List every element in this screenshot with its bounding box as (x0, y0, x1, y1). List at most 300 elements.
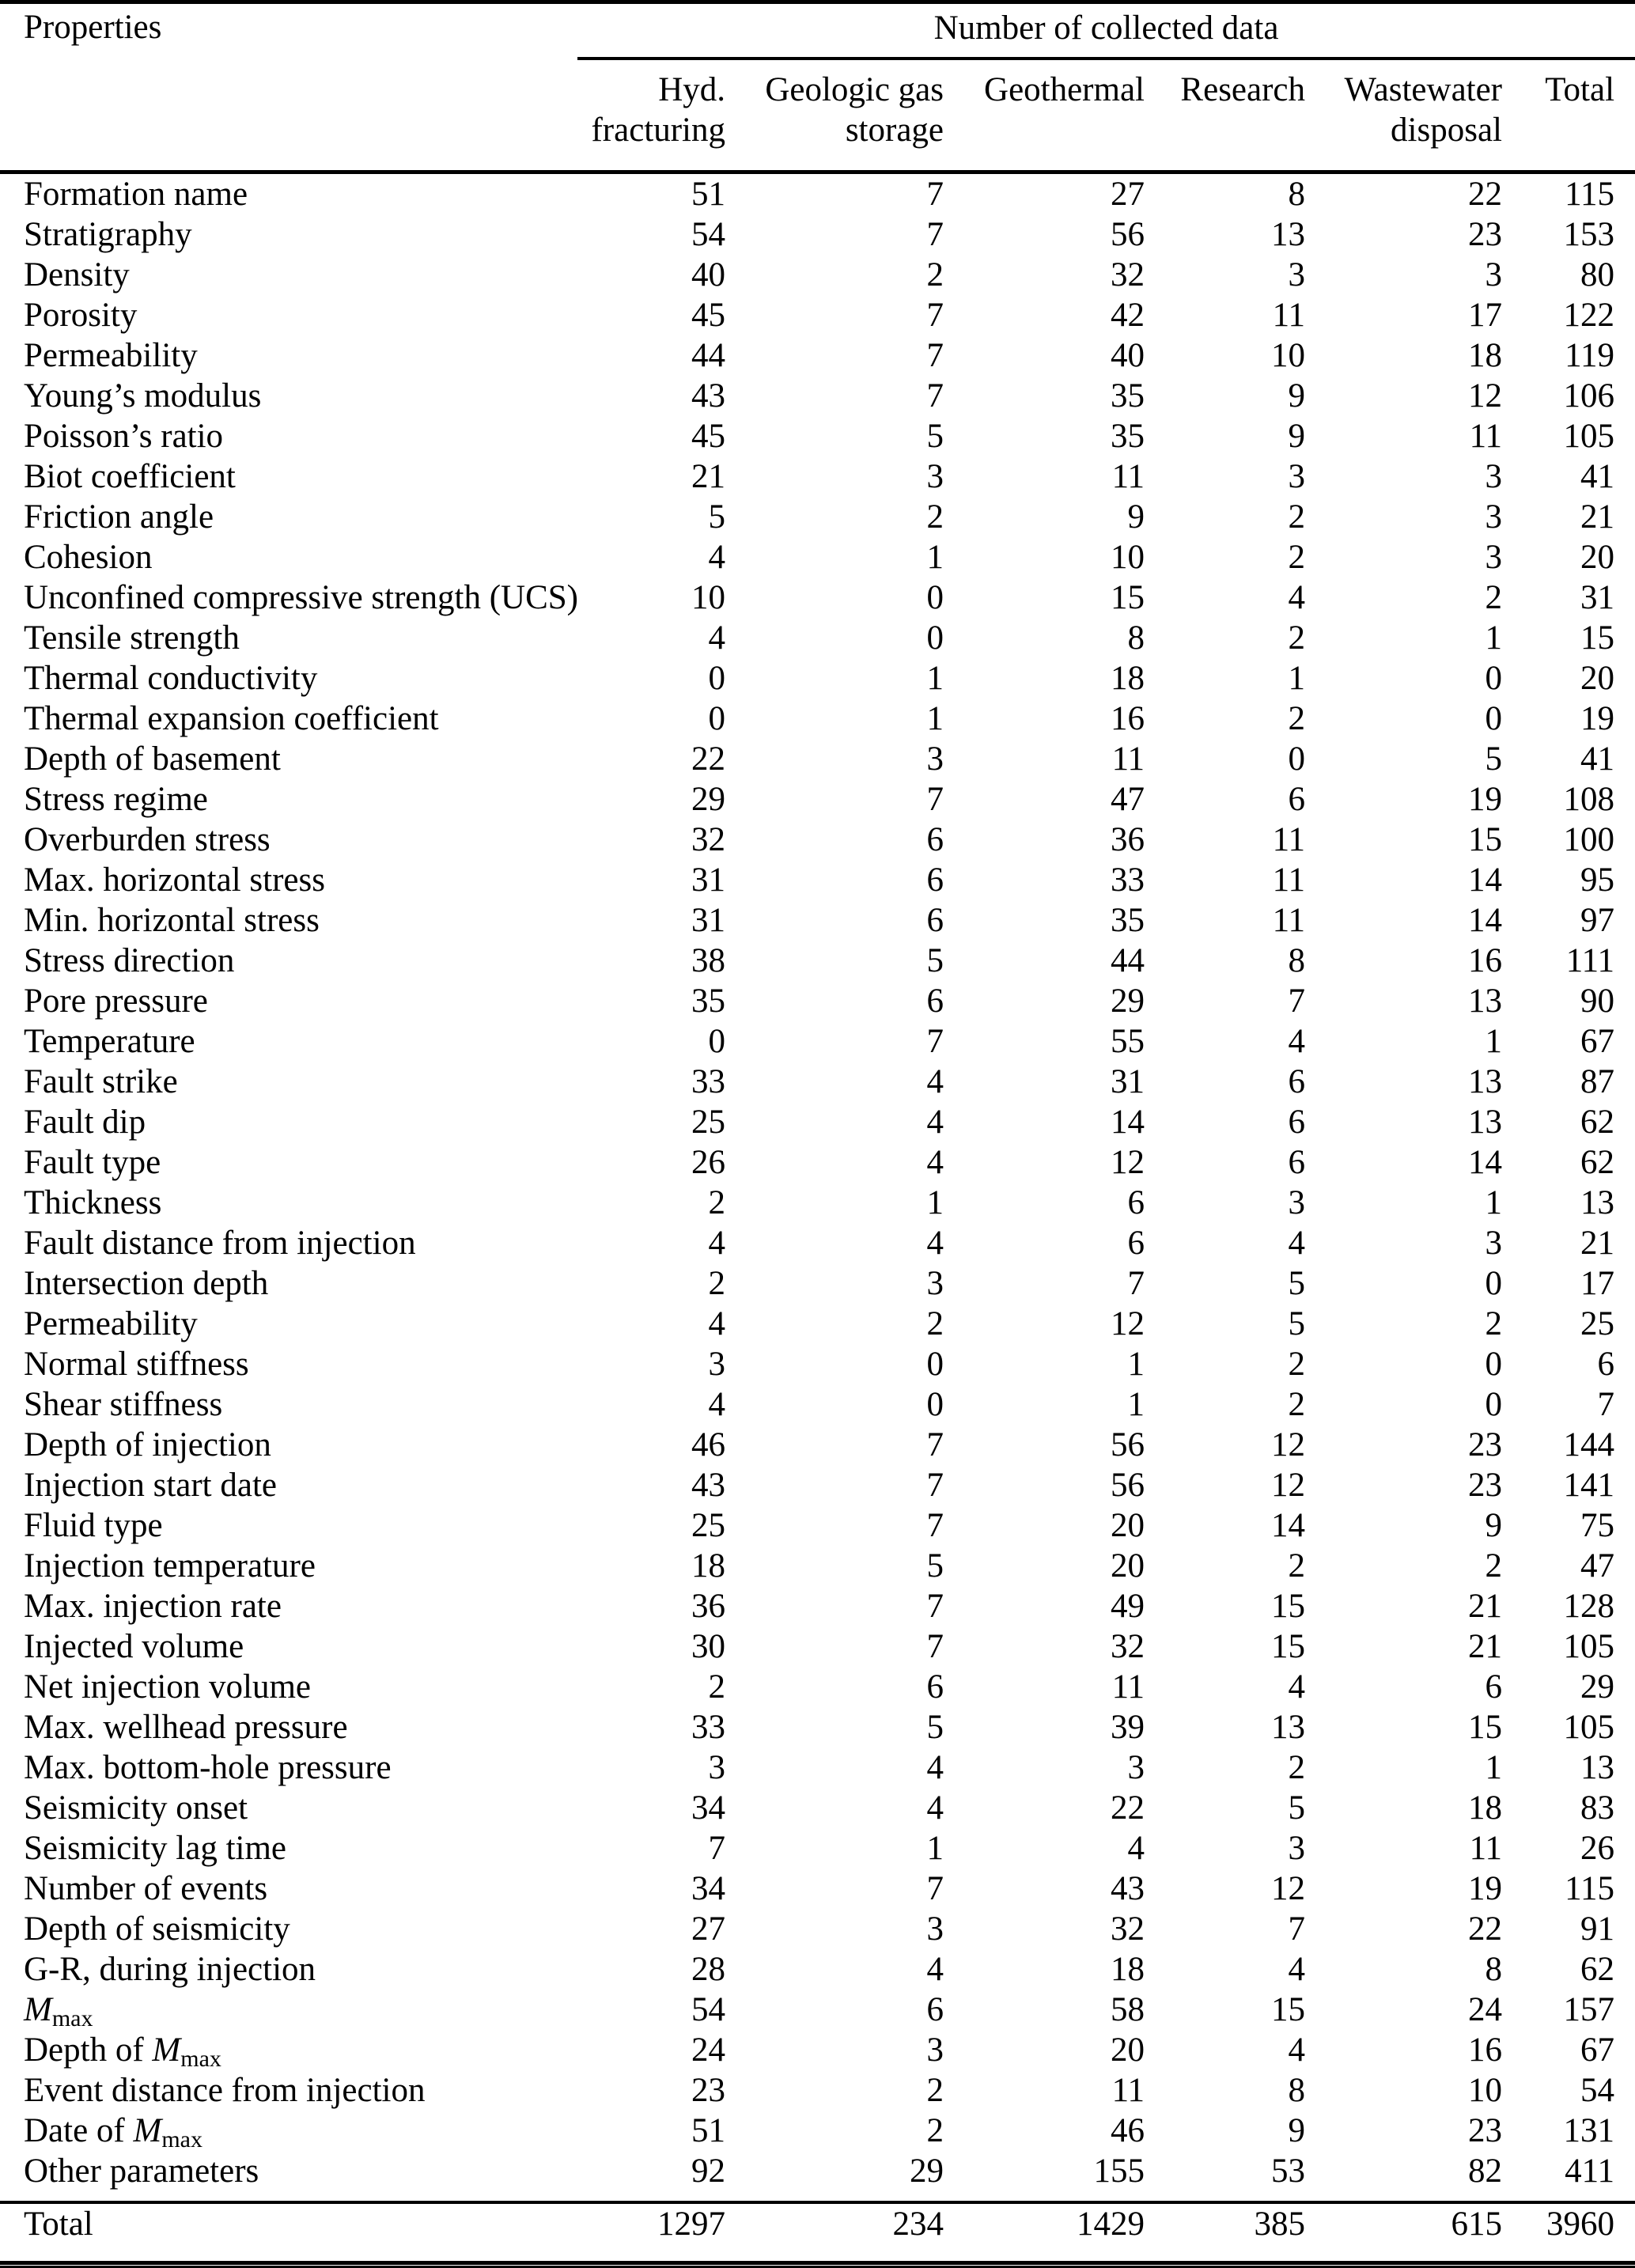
cell-value: 6 (1597, 1346, 1615, 1383)
cell-value: 1 (926, 700, 944, 737)
cell-value: 46 (691, 1426, 725, 1463)
cell-value: 75 (1580, 1507, 1615, 1544)
cell-value: 41 (1580, 740, 1615, 778)
cell-value: 13 (1468, 1063, 1502, 1100)
cell-value: 18 (691, 1547, 725, 1585)
table-row (0, 1747, 1635, 1788)
cell-value: 1 (926, 539, 944, 576)
cell-value: 13 (1468, 1104, 1502, 1141)
row-label: Friction angle (24, 498, 214, 536)
cell-value: 42 (1111, 297, 1145, 334)
cell-value: 3 (1485, 458, 1502, 495)
cell-value: 26 (691, 1144, 725, 1181)
table-row (0, 577, 1635, 618)
cell-value: 12 (1468, 377, 1502, 415)
cell-value: 0 (926, 1346, 944, 1383)
row-label: Depth of $M_{max}$ (24, 2031, 221, 2072)
table-row (0, 1263, 1635, 1304)
cell-value: 62 (1580, 1144, 1615, 1181)
cell-value: 10 (1468, 2072, 1502, 2109)
column-header (1309, 60, 1506, 172)
cell-value: 3 (1288, 1830, 1305, 1867)
cell-value: 43 (1111, 1870, 1145, 1907)
cell-value: 6 (1485, 1668, 1502, 1706)
cell-value: 5 (1485, 740, 1502, 778)
cell-value: 385 (1149, 2202, 1309, 2244)
cell-value: 9 (1288, 377, 1305, 415)
table-row (0, 172, 1635, 215)
row-label: Overburden stress (24, 821, 271, 858)
cell-value: 144 (1563, 1426, 1615, 1463)
table-row (0, 537, 1635, 577)
cell-value: 32 (1111, 256, 1145, 293)
total-section (0, 2191, 1635, 2244)
cell-value: 615 (1309, 2202, 1506, 2244)
cell-value: 7 (926, 337, 944, 374)
cell-value: 4 (708, 1386, 725, 1423)
cell-value: 12 (1271, 1426, 1305, 1463)
row-label: Fault dip (24, 1104, 146, 1141)
row-label (0, 1990, 577, 2030)
cell-value: 23 (1468, 216, 1502, 253)
cell-value: 22 (691, 740, 725, 778)
cell-value: 2 (1288, 539, 1305, 576)
cell-value: 7 (926, 216, 944, 253)
spacer-cell (0, 2191, 1635, 2202)
cell-value: 29 (910, 2153, 944, 2190)
cell-value: 25 (1580, 1305, 1615, 1342)
cell-value: 56 (1111, 216, 1145, 253)
table-row (0, 1667, 1635, 1707)
cell-value: 34 (691, 1870, 725, 1907)
cell-value: 35 (1111, 377, 1145, 415)
cell-value: 13 (1271, 1709, 1305, 1746)
cell-value: 39 (1111, 1709, 1145, 1746)
table-row (0, 335, 1635, 376)
cell-value: 21 (1468, 1628, 1502, 1665)
cell-value: 4 (1288, 1225, 1305, 1262)
cell-value: 6 (926, 861, 944, 899)
cell-value: 0 (926, 619, 944, 657)
cell-value: 11 (1111, 2072, 1145, 2109)
table-row (0, 456, 1635, 497)
cell-value: 4 (926, 1104, 944, 1141)
cell-value: 32 (691, 821, 725, 858)
cell-value: 35 (691, 983, 725, 1020)
cell-value: 11 (1111, 1668, 1145, 1706)
cell-value: 2 (708, 1265, 725, 1302)
table-row (0, 699, 1635, 739)
row-label: Formation name (24, 176, 248, 213)
cell-value: 12 (1111, 1144, 1145, 1181)
cell-value: 1429 (948, 2202, 1149, 2244)
table-row (0, 295, 1635, 335)
cell-value: 8 (1288, 2072, 1305, 2109)
cell-value: 24 (1468, 1991, 1502, 2028)
cell-value: 31 (691, 861, 725, 899)
cell-value: 12 (1111, 1305, 1145, 1342)
cell-value: 0 (1485, 700, 1502, 737)
cell-value: 30 (691, 1628, 725, 1665)
row-label: Pore pressure (24, 983, 208, 1020)
cell-value: 0 (1485, 1346, 1502, 1383)
table-row (0, 255, 1635, 295)
cell-value: 2 (1288, 619, 1305, 657)
cell-value: 11 (1469, 418, 1502, 455)
cell-value: 4 (926, 1951, 944, 1988)
cell-value: 44 (691, 337, 725, 374)
row-label: Permeability (24, 1305, 198, 1342)
cell-value: 15 (1111, 579, 1145, 616)
row-label: Porosity (24, 297, 138, 334)
cell-value: 1 (1485, 619, 1502, 657)
cell-value: 2 (1288, 1386, 1305, 1423)
cell-value: 67 (1580, 2031, 1615, 2069)
cell-value: 0 (1485, 1265, 1502, 1302)
cell-value: 4 (1288, 1668, 1305, 1706)
cell-value: 100 (1563, 821, 1615, 858)
cell-value: 155 (1093, 2153, 1145, 2190)
table-row (0, 1465, 1635, 1505)
cell-value: 18 (1111, 660, 1145, 697)
cell-value: 45 (691, 418, 725, 455)
column-header-line1: Research (1180, 71, 1305, 108)
table-row (0, 1505, 1635, 1546)
cell-value: 3 (926, 740, 944, 778)
cell-value: 5 (1288, 1789, 1305, 1827)
cell-value: 105 (1563, 1709, 1615, 1746)
cell-value: 5 (708, 498, 725, 536)
row-label: Young’s modulus (24, 377, 262, 415)
cell-value: 0 (1485, 660, 1502, 697)
cell-value: 1 (1288, 660, 1305, 697)
row-label: Date of $M_{max}$ (24, 2112, 202, 2153)
table-row (0, 1183, 1635, 1223)
cell-value: 4 (1288, 2031, 1305, 2069)
bottom-rule-outer (0, 2261, 1635, 2265)
cell-value: 1 (926, 1184, 944, 1221)
cell-value: 2 (1288, 1346, 1305, 1383)
cell-value: 49 (1111, 1588, 1145, 1625)
row-label: Other parameters (24, 2153, 259, 2190)
cell-value: 13 (1468, 983, 1502, 1020)
column-header (729, 60, 948, 172)
cell-value: 8 (1288, 942, 1305, 979)
table-row (0, 214, 1635, 255)
cell-value: 14 (1111, 1104, 1145, 1141)
cell-value: 19 (1580, 700, 1615, 737)
cell-value: 6 (926, 1991, 944, 2028)
table-row (0, 1425, 1635, 1465)
cell-value: 5 (926, 942, 944, 979)
cell-value: 119 (1565, 337, 1615, 374)
cell-value: 115 (1565, 1870, 1615, 1907)
cell-value: 32 (1111, 1628, 1145, 1665)
cell-value: 9 (1485, 1507, 1502, 1544)
cell-value: 28 (691, 1951, 725, 1988)
table-row (0, 1021, 1635, 1062)
cell-value: 54 (691, 216, 725, 253)
cell-value: 115 (1565, 176, 1615, 213)
cell-value: 19 (1468, 1870, 1502, 1907)
cell-value: 1 (926, 1830, 944, 1867)
cell-value: 5 (1288, 1265, 1305, 1302)
cell-value: 11 (1272, 861, 1305, 899)
cell-value: 0 (708, 1023, 725, 1060)
table-row (0, 981, 1635, 1021)
cell-value: 54 (691, 1991, 725, 2028)
cell-value: 21 (1580, 1225, 1615, 1262)
table-row (0, 2070, 1635, 2111)
cell-value: 91 (1580, 1910, 1615, 1948)
cell-value: 5 (926, 1547, 944, 1585)
table-row (0, 900, 1635, 941)
cell-value: 3 (1288, 458, 1305, 495)
cell-value: 25 (691, 1507, 725, 1544)
column-header-line1: Hyd. (658, 71, 725, 108)
math-subscript: max (51, 2005, 93, 2031)
table-row (0, 1788, 1635, 1828)
cell-value: 20 (1580, 539, 1615, 576)
cell-value: 6 (926, 821, 944, 858)
cell-value: 1 (1485, 1184, 1502, 1221)
cell-value: 6 (1288, 1104, 1305, 1141)
cell-value: 4 (926, 1063, 944, 1100)
cell-value: 3 (1485, 498, 1502, 536)
table-row (0, 860, 1635, 900)
cell-value: 4 (1288, 1023, 1305, 1060)
cell-value: 51 (691, 176, 725, 213)
cell-value: 4 (708, 1225, 725, 1262)
cell-value: 15 (1271, 1588, 1305, 1625)
row-label: Permeability (24, 337, 198, 374)
cell-value: 3 (926, 2031, 944, 2069)
row-label: Net injection volume (24, 1668, 312, 1706)
cell-value: 1 (1485, 1749, 1502, 1786)
cell-value: 5 (926, 418, 944, 455)
cell-value: 3 (1485, 256, 1502, 293)
cell-value: 7 (926, 1023, 944, 1060)
cell-value: 18 (1111, 1951, 1145, 1988)
column-header-line1: Geothermal (984, 71, 1145, 108)
cell-value: 6 (1288, 1144, 1305, 1181)
cell-value: 5 (1288, 1305, 1305, 1342)
cell-value: 15 (1271, 1628, 1305, 1665)
row-label: Max. wellhead pressure (24, 1709, 348, 1746)
cell-value: 38 (691, 942, 725, 979)
cell-value: 58 (1111, 1991, 1145, 2028)
cell-value: 8 (1127, 619, 1145, 657)
cell-value: 29 (691, 781, 725, 818)
cell-value: 1 (1127, 1386, 1145, 1423)
table-row (0, 1142, 1635, 1183)
cell-value: 11 (1469, 1830, 1502, 1867)
group-header-cell (577, 2, 1635, 61)
math-subscript: max (180, 2046, 221, 2072)
cell-value: 67 (1580, 1023, 1615, 1060)
cell-value: 0 (708, 700, 725, 737)
cell-value: 47 (1580, 1547, 1615, 1585)
table-row (0, 1828, 1635, 1869)
cell-value: 7 (926, 1628, 944, 1665)
cell-value: 41 (1580, 458, 1615, 495)
cell-value: 56 (1111, 1467, 1145, 1504)
row-label: Shear stiffness (24, 1386, 223, 1423)
cell-value: 4 (926, 1749, 944, 1786)
cell-value: 0 (926, 579, 944, 616)
row-label: Injected volume (24, 1628, 244, 1665)
cell-value: 1 (1485, 1023, 1502, 1060)
row-label: Seismicity lag time (24, 1830, 287, 1867)
row-label: Temperature (24, 1023, 195, 1060)
row-label: Thickness (24, 1184, 162, 1221)
row-label: Fault distance from injection (24, 1225, 416, 1262)
cell-value: 7 (926, 1870, 944, 1907)
cell-value: 54 (1580, 2072, 1615, 2109)
cell-value: 16 (1111, 700, 1145, 737)
cell-value: 47 (1111, 781, 1145, 818)
cell-value: 87 (1580, 1063, 1615, 1100)
cell-value: 1 (1127, 1346, 1145, 1383)
table-row (0, 1869, 1635, 1909)
cell-value: 9 (1288, 2112, 1305, 2149)
cell-value: 2 (1485, 1305, 1502, 1342)
cell-value: 27 (691, 1910, 725, 1948)
group-header-label: Number of collected data (577, 4, 1635, 60)
cell-value: 21 (1580, 498, 1615, 536)
cell-value: 36 (1111, 821, 1145, 858)
cell-value: 92 (691, 2153, 725, 2190)
row-label: Biot coefficient (24, 458, 236, 495)
cell-value: 82 (1468, 2153, 1502, 2190)
cell-value: 7 (708, 1830, 725, 1867)
cell-value: 20 (1111, 2031, 1145, 2069)
row-label: Injection start date (24, 1467, 277, 1504)
table-header (0, 2, 1635, 172)
cell-value: 131 (1563, 2112, 1615, 2149)
cell-value: 31 (691, 902, 725, 939)
cell-value: 3 (1485, 1225, 1502, 1262)
cell-value: 2 (1288, 498, 1305, 536)
cell-value: 22 (1468, 176, 1502, 213)
cell-value: 234 (729, 2202, 948, 2244)
table-row (0, 1990, 1635, 2030)
cell-value: 55 (1111, 1023, 1145, 1060)
cell-value: 21 (1468, 1588, 1502, 1625)
cell-value: 0 (926, 1386, 944, 1423)
cell-value: 15 (1468, 1709, 1502, 1746)
table-row (0, 376, 1635, 416)
table-row (0, 1384, 1635, 1425)
cell-value: 36 (691, 1588, 725, 1625)
cell-value: 62 (1580, 1104, 1615, 1141)
cell-value: 4 (708, 1305, 725, 1342)
table-row (0, 1626, 1635, 1667)
cell-value: 3 (1288, 256, 1305, 293)
table-row (0, 820, 1635, 860)
cell-value: 3 (708, 1346, 725, 1383)
cell-value: 7 (926, 176, 944, 213)
cell-value: 80 (1580, 256, 1615, 293)
cell-value: 411 (1565, 2153, 1615, 2190)
cell-value: 0 (1485, 1386, 1502, 1423)
cell-value: 4 (708, 619, 725, 657)
cell-value: 14 (1468, 1144, 1502, 1181)
cell-value: 43 (691, 1467, 725, 1504)
cell-value: 15 (1271, 1991, 1305, 2028)
cell-value: 111 (1565, 942, 1615, 979)
cell-value: 35 (1111, 902, 1145, 939)
column-header-line2: fracturing (591, 112, 725, 149)
cell-value: 2 (926, 256, 944, 293)
row-label: Thermal expansion coefficient (24, 700, 439, 737)
cell-value: 23 (1468, 1467, 1502, 1504)
cell-value: 153 (1563, 216, 1615, 253)
table-row (0, 1586, 1635, 1626)
cell-value: 2 (1288, 700, 1305, 737)
row-label: Tensile strength (24, 619, 240, 657)
cell-value: 31 (1111, 1063, 1145, 1100)
cell-value: 20 (1580, 660, 1615, 697)
cell-value: 11 (1272, 297, 1305, 334)
cell-value: 97 (1580, 902, 1615, 939)
cell-value: 56 (1111, 1426, 1145, 1463)
cell-value: 20 (1111, 1507, 1145, 1544)
row-label: Stratigraphy (24, 216, 192, 253)
cell-value: 4 (926, 1225, 944, 1262)
row-label: Cohesion (24, 539, 153, 576)
cell-value: 45 (691, 297, 725, 334)
cell-value: 105 (1563, 418, 1615, 455)
total-row (0, 2202, 1635, 2244)
math-variable: M (133, 2112, 162, 2149)
cell-value: 25 (691, 1104, 725, 1141)
cell-value: 7 (926, 297, 944, 334)
cell-value: 3 (926, 1265, 944, 1302)
row-label: Stress regime (24, 781, 208, 818)
column-header-line2: storage (845, 112, 944, 149)
row-label: Fault type (24, 1144, 161, 1181)
cell-value: 3 (926, 458, 944, 495)
cell-value: 46 (1111, 2112, 1145, 2149)
cell-value: 18 (1468, 1789, 1502, 1827)
cell-value: 3 (1288, 1184, 1305, 1221)
cell-value: 9 (1288, 418, 1305, 455)
cell-value: 5 (926, 1709, 944, 1746)
cell-value: 44 (1111, 942, 1145, 979)
cell-value: 4 (708, 539, 725, 576)
cell-value: 11 (1111, 740, 1145, 778)
cell-value: 22 (1111, 1789, 1145, 1827)
cell-value: 51 (691, 2112, 725, 2149)
cell-value: 83 (1580, 1789, 1615, 1827)
cell-value: 1297 (577, 2202, 729, 2244)
row-label: Seismicity onset (24, 1789, 248, 1827)
cell-value: 2 (1288, 1749, 1305, 1786)
properties-column-header: Properties (0, 2, 577, 172)
row-label: Depth of seismicity (24, 1910, 290, 1948)
table-row (0, 1949, 1635, 1990)
cell-value: 3 (708, 1749, 725, 1786)
row-label: Poisson’s ratio (24, 418, 224, 455)
cell-value: 16 (1468, 942, 1502, 979)
cell-value: 1 (926, 660, 944, 697)
cell-value: 4 (926, 1789, 944, 1827)
cell-value: 6 (1127, 1184, 1145, 1221)
cell-value: 13 (1271, 216, 1305, 253)
row-label: Density (24, 256, 130, 293)
cell-value: 23 (691, 2072, 725, 2109)
